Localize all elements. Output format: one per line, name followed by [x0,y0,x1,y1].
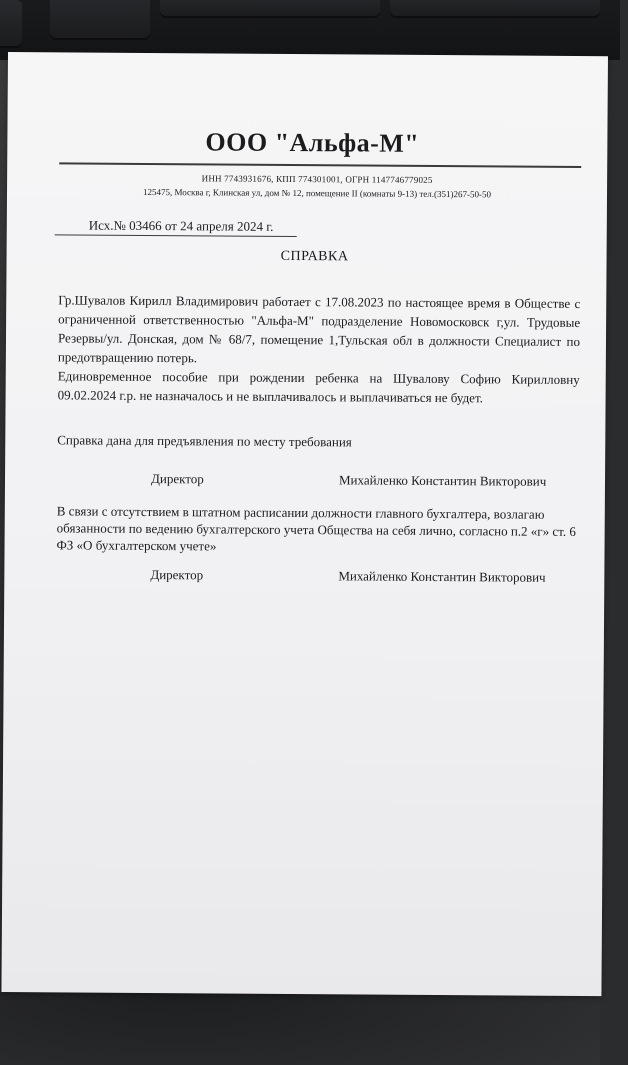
keyboard-key [390,0,600,18]
employment-paragraph: Гр.Шувалов Кирилл Владимирович работает с 17.08.2023 по настоящее время в Обществе с ограниченной ответственностью "Альфа-М" подразделение Новомосковск г,ул. Трудовые Резервы/ул. Донская, дом № 68/7, помещение 1,Тульская обл в должности Специалист по предотвращению потерь. [57,292,581,366]
signatory-name: Михайленко Константин Викторович [338,568,546,585]
keyboard [0,0,620,60]
certificate-body [58,290,581,408]
keyboard-key [160,0,380,18]
ctrl-key-label [0,20,1,40]
benefit-paragraph: Единовременное пособие при рождении ребенка на Шувалову Софию Кирилловну 09.02.2024 г.р. не назначалось и не выплачивалось и выплачиваться не будет. [57,368,580,406]
signatory-name: Михайленко Константин Викторович [338,472,547,489]
signature-block [57,470,577,489]
document-title: СПРАВКА [280,248,349,265]
signatory-role: Директор [150,567,204,583]
accounting-notice-text: В связи с отсутствием в штатном расписании должности главного бухгалтера, возлагаю обязанности по ведению бухгалтерского учета Общества на себя лично, согласно п.2 «г» ст. 6 ФЗ «О бухгалтерском учете» [56,503,576,554]
document-sheet [1,52,608,996]
letterhead-divider [59,162,581,168]
ctrl-key [0,0,22,48]
signatory-role: Директор [150,471,204,487]
outgoing-reference: Исх.№ 03466 от 24 апреля 2024 г. [88,217,274,234]
accounting-notice [57,502,579,557]
backspace-key [50,0,150,40]
signature-block-second [56,566,576,585]
company-name: ООО "Альфа-М" [205,127,420,158]
company-address: 125475, Москва г, Клинская ул, дом № 12, помещение II (комнаты 9-13) тел.(351)267-50-50 [142,186,492,200]
registration-details: ИНН 7743931676, КПП 774301001, ОГРН 1147746779025 [201,173,433,185]
purpose-statement: Справка дана для предъявления по месту требования [57,432,352,450]
